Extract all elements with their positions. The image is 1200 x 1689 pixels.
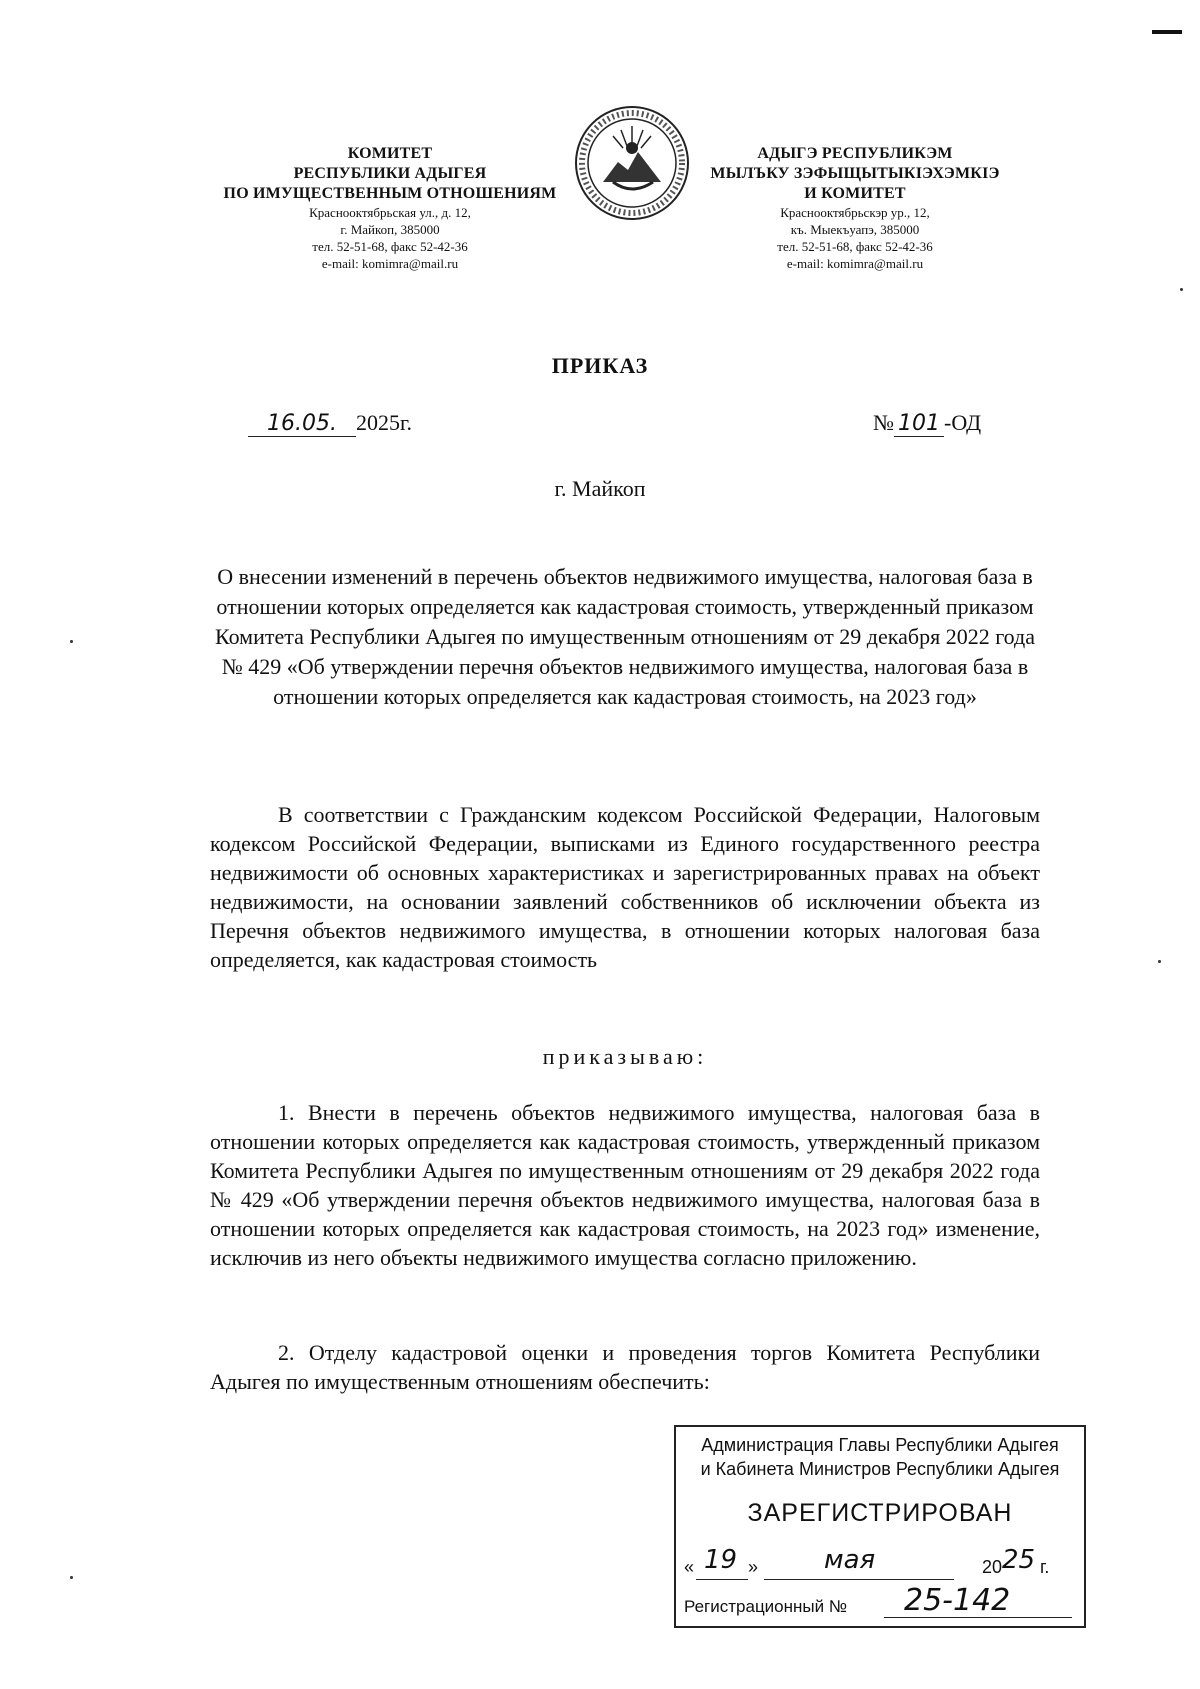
address-line: къ. Мыекъуапэ, 385000: [790, 222, 920, 237]
stamp-authority-line: и Кабинета Министров Республики Адыгея: [700, 1459, 1060, 1479]
org-name-line: РЕСПУБЛИКИ АДЫГЕЯ: [293, 165, 487, 182]
order-subject: О внесении изменений в перечень объектов недвижимого имущества, налоговая база в отношении которых определяется как кадастровая стоимость, утвержденный приказом Комитета Республики Адыгея по имущественным отношениям от 29 декабря 2022 года № 429 «Об утверждении перечня объектов недвижимого имущества, налоговая база в отношении которых определяется как кадастровая стоимость, на 2023 год»: [214, 564, 1035, 709]
letterhead-russian: [210, 144, 570, 272]
handwritten-month: мая: [824, 1545, 876, 1575]
handwritten-day: 19: [704, 1545, 738, 1575]
org-name-line: МЫЛЪКУ ЗЭФЫЩЫТЫКIЭХЭМКIЭ: [710, 165, 1000, 182]
handwritten-number: 101: [894, 411, 944, 437]
stamp-date: [684, 1545, 1076, 1579]
document-type-title: ПРИКАЗ: [551, 353, 649, 378]
handwritten-year: 25: [1002, 1545, 1036, 1575]
scan-speck: [1180, 288, 1183, 291]
month-underline: [764, 1579, 954, 1580]
scan-mark: [1152, 30, 1182, 34]
item-1-paragraph: 1. Внести в перечень объектов недвижимого имущества, налоговая база в отношении которых определяется как кадастровая стоимость, утвержденный приказом Комитета Республики Адыгея по имущественным отношениям от 29 декабря 2022 года № 429 «Об утверждении перечня объектов недвижимого имущества, налоговая база в отношении которых определяется как кадастровая стоимость, на 2023 год» изменение, исключив из него объекты недвижимого имущества согласно приложению.: [210, 1100, 1040, 1270]
regno-label: Регистрационный №: [684, 1597, 848, 1616]
order-date: [248, 410, 412, 437]
address-line: г. Майкоп, 385000: [340, 222, 440, 237]
scan-speck: [1158, 960, 1161, 963]
org-name-line: АДЫГЭ РЕСПУБЛИКЭМ: [757, 145, 953, 162]
stamp-registered: ЗАРЕГИСТРИРОВАН: [747, 1499, 1013, 1527]
stamp-registration-number: [684, 1583, 1076, 1621]
year-prefix: 20: [982, 1557, 1003, 1577]
org-name-line: КОМИТЕТ: [347, 145, 433, 162]
stamp-authority-line: Администрация Главы Республики Адыгея: [701, 1435, 1059, 1455]
address-line: Краснооктябрьская ул., д. 12,: [309, 205, 471, 220]
phone-line: тел. 52-51-68, факс 52-42-36: [777, 239, 933, 254]
quote-open: «: [684, 1557, 695, 1577]
item-2-paragraph: 2. Отделу кадастровой оценки и проведения торгов Комитета Республики Адыгея по имущественным отношениям обеспечить:: [210, 1340, 1040, 1394]
city: г. Майкоп: [554, 476, 646, 501]
handwritten-regno: 25-142: [904, 1583, 1011, 1618]
email-line: e-mail: komimra@mail.ru: [786, 256, 924, 271]
scan-speck: [70, 1576, 73, 1579]
date-year: 2025г.: [356, 410, 413, 435]
phone-line: тел. 52-51-68, факс 52-42-36: [312, 239, 468, 254]
registration-stamp: [674, 1425, 1086, 1628]
address-line: Краснооктябрьскэр ур., 12,: [780, 205, 930, 220]
year-suffix: г.: [1040, 1557, 1050, 1577]
letterhead-adyghe: [700, 144, 1010, 272]
letterhead: [0, 96, 1200, 296]
number-sign: №: [873, 410, 894, 435]
coat-of-arms-icon: [573, 104, 691, 222]
order-number: [873, 410, 981, 437]
org-name-line: И КОМИТЕТ: [804, 185, 906, 202]
regno-underline: [884, 1617, 1072, 1618]
number-suffix: -ОД: [944, 410, 982, 435]
scan-speck: [70, 640, 73, 643]
handwritten-date: 16.05.: [248, 411, 356, 437]
org-name-line: ПО ИМУЩЕСТВЕННЫМ ОТНОШЕНИЯМ: [223, 185, 557, 202]
email-line: e-mail: komimra@mail.ru: [321, 256, 459, 271]
decree-word: приказываю:: [542, 1044, 708, 1069]
day-underline: [696, 1579, 748, 1580]
preamble-paragraph: В соответствии с Гражданским кодексом Российской Федерации, Налоговым кодексом Российской Федерации, выписками из Единого государственного реестра недвижимости об основных характеристиках и зарегистрированных правах на объект недвижимости, на основании заявлений собственников об исключении объекта из Перечня объектов недвижимого имущества, в отношении которых налоговая база определяется, как кадастровая стоимость: [210, 802, 1040, 972]
quote-close: »: [748, 1557, 759, 1577]
